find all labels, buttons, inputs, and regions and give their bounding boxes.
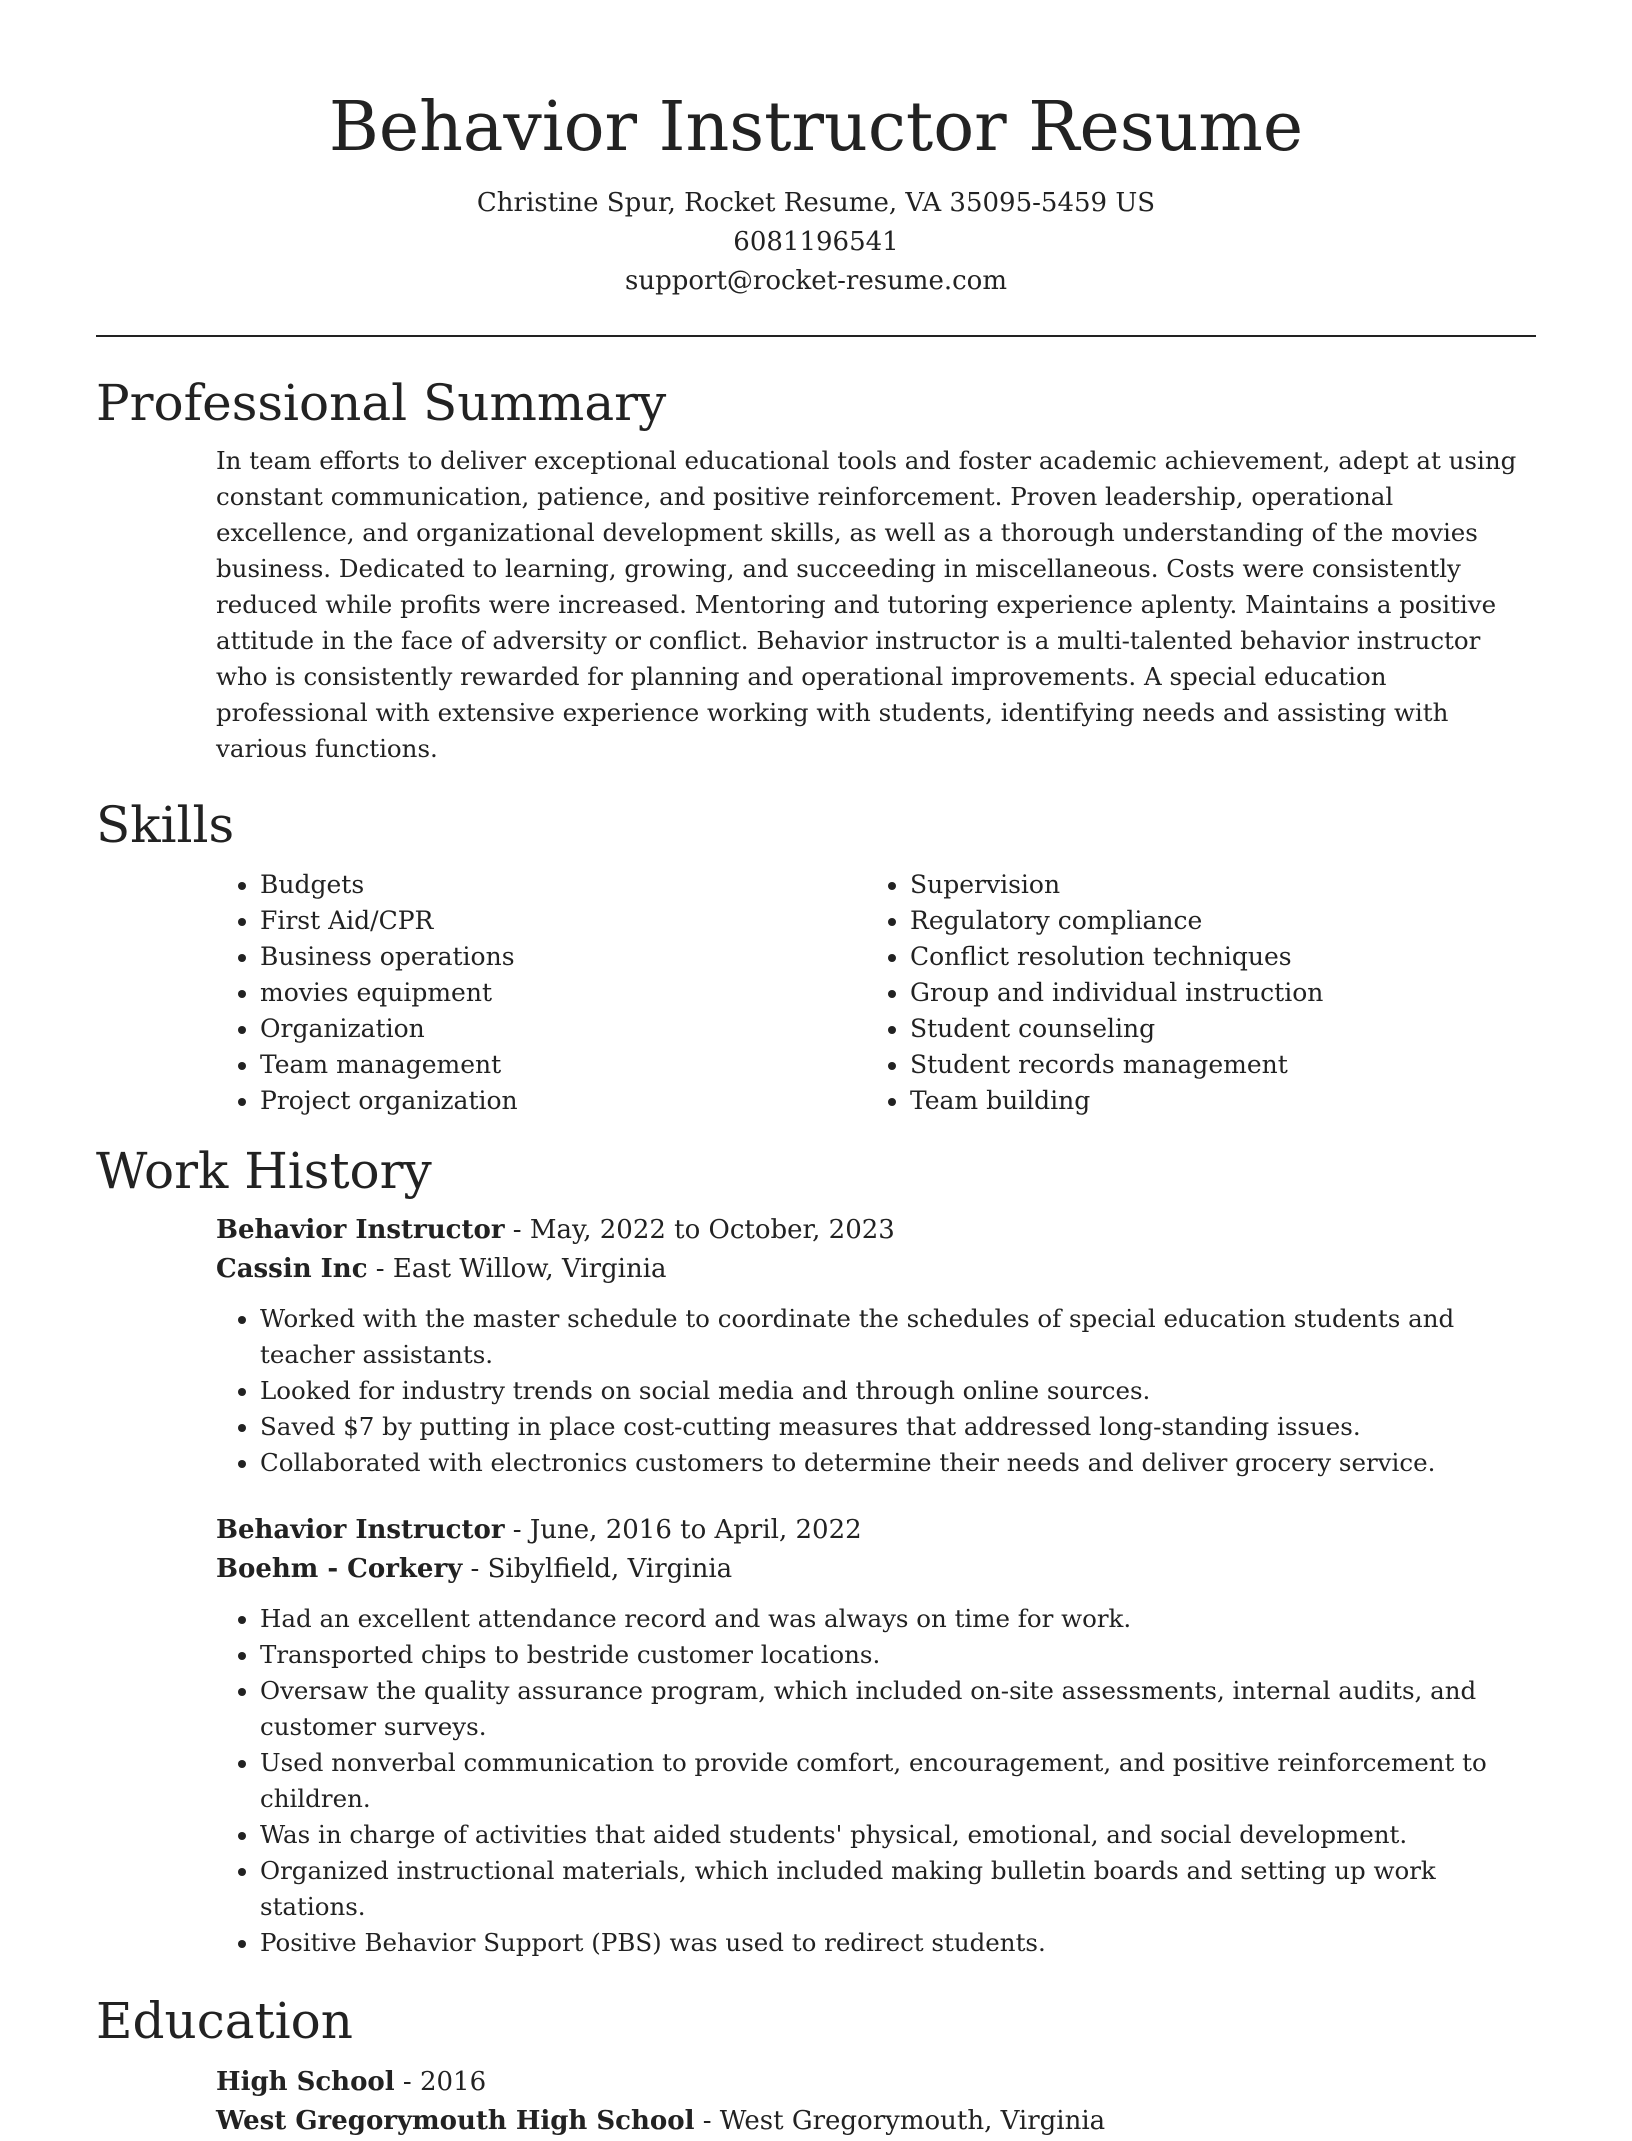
job-bullet: • Organized instructional materials, which included making bulletin boards and setting up work stations.	[260, 1853, 1536, 1925]
skill-item: • Business operations	[260, 939, 866, 975]
job-bullets	[216, 1601, 1536, 1961]
job-bullet: • Looked for industry trends on social media and through online sources.	[260, 1373, 1536, 1409]
resume-title: Behavior Instructor Resume	[328, 88, 1304, 167]
job-bullet: • Oversaw the quality assurance program, which included on-site assessments, internal audits, and customer surveys.	[260, 1673, 1536, 1745]
education-school: West Gregorymouth High School	[216, 2106, 695, 2136]
skill-item: • Budgets	[260, 867, 866, 903]
contact-email: support@rocket-resume.com	[624, 266, 1007, 296]
education-location: - West Gregorymouth, Virginia	[694, 2106, 1106, 2136]
job-location: - East Willow, Virginia	[367, 1254, 667, 1284]
education-school-line	[216, 2102, 1536, 2141]
professional-summary-section	[96, 373, 1536, 767]
job-entry	[216, 1511, 1536, 1961]
education-degree: High School	[216, 2067, 395, 2097]
summary-heading: Professional Summary	[96, 374, 667, 432]
job-bullet: • Saved $7 by putting in place cost-cutting measures that addressed long-standing issues.	[260, 1409, 1536, 1445]
skills-heading: Skills	[96, 796, 235, 854]
summary-text: In team efforts to deliver exceptional educational tools and foster academic achievement, adept at using constant communication, patience, and positive reinforcement. Proven leadership, operational excellence, and organizational development skills, as well as a thorough understanding of the movies business. Dedicated to learning, growing, and succeeding in miscellaneous. Costs were consistently reduced while profits were increased. Mentoring and tutoring experience aplenty. Maintains a positive attitude in the face of adversity or conflict. Behavior instructor is a multi-talented behavior instructor who is consistently rewarded for planning and operational improvements. A special education professional with extensive experience working with students, identifying needs and assisting with various functions.	[216, 446, 1517, 763]
skills-column-left	[216, 867, 866, 1119]
education-heading: Education	[96, 1992, 353, 2050]
skill-item: • Group and individual instruction	[910, 975, 1323, 1011]
job-entry	[216, 1211, 1536, 1481]
skills-section	[96, 795, 1536, 1119]
job-bullet: • Positive Behavior Support (PBS) was used to redirect students.	[260, 1925, 1536, 1961]
job-role: Behavior Instructor	[216, 1215, 505, 1245]
skills-column-right	[866, 867, 1323, 1119]
job-dates: - May, 2022 to October, 2023	[504, 1215, 895, 1245]
job-bullet: • Was in charge of activities that aided students' physical, emotional, and social development.	[260, 1817, 1536, 1853]
skill-item: • First Aid/CPR	[260, 903, 866, 939]
work-heading: Work History	[96, 1142, 432, 1200]
education-entry	[216, 2063, 1536, 2141]
job-bullet: • Worked with the master schedule to coordinate the schedules of special education students and teacher assistants.	[260, 1301, 1536, 1373]
job-bullet: • Used nonverbal communication to provide comfort, encouragement, and positive reinforcement to children.	[260, 1745, 1536, 1817]
skill-item: • Organization	[260, 1011, 866, 1047]
job-company-line	[216, 1550, 1536, 1589]
skill-item: • movies equipment	[260, 975, 866, 1011]
job-company: Boehm - Corkery	[216, 1554, 463, 1584]
work-history-section	[96, 1141, 1536, 1961]
job-dates: - June, 2016 to April, 2022	[504, 1515, 862, 1545]
skill-item: • Project organization	[260, 1083, 866, 1119]
education-degree-line	[216, 2063, 1536, 2102]
job-bullet: • Had an excellent attendance record and was always on time for work.	[260, 1601, 1536, 1637]
job-company-line	[216, 1250, 1536, 1289]
skill-item: • Team management	[260, 1047, 866, 1083]
skill-item: • Conflict resolution techniques	[910, 939, 1323, 975]
resume-page	[96, 0, 1536, 2141]
job-company: Cassin Inc	[216, 1254, 368, 1284]
job-role: Behavior Instructor	[216, 1515, 505, 1545]
contact-info	[96, 184, 1536, 301]
job-header	[216, 1511, 1536, 1589]
job-bullets	[216, 1301, 1536, 1481]
job-title-line	[216, 1211, 1536, 1250]
skills-list	[216, 867, 1536, 1119]
education-section	[96, 1991, 1536, 2141]
skill-item: • Student counseling	[910, 1011, 1323, 1047]
job-header	[216, 1211, 1536, 1289]
education-year: - 2016	[394, 2067, 487, 2097]
resume-header	[96, 84, 1536, 337]
job-title-line	[216, 1511, 1536, 1550]
job-location: - Sibylfield, Virginia	[462, 1554, 733, 1584]
job-bullet: • Collaborated with electronics customers to determine their needs and deliver grocery service.	[260, 1445, 1536, 1481]
header-divider	[96, 335, 1536, 337]
job-bullet: • Transported chips to bestride customer locations.	[260, 1637, 1536, 1673]
skill-item: • Team building	[910, 1083, 1323, 1119]
skill-item: • Student records management	[910, 1047, 1323, 1083]
contact-address: Christine Spur, Rocket Resume, VA 35095-5459 US	[476, 188, 1156, 218]
skill-item: • Regulatory compliance	[910, 903, 1323, 939]
contact-phone: 6081196541	[733, 227, 899, 257]
skill-item: • Supervision	[910, 867, 1323, 903]
